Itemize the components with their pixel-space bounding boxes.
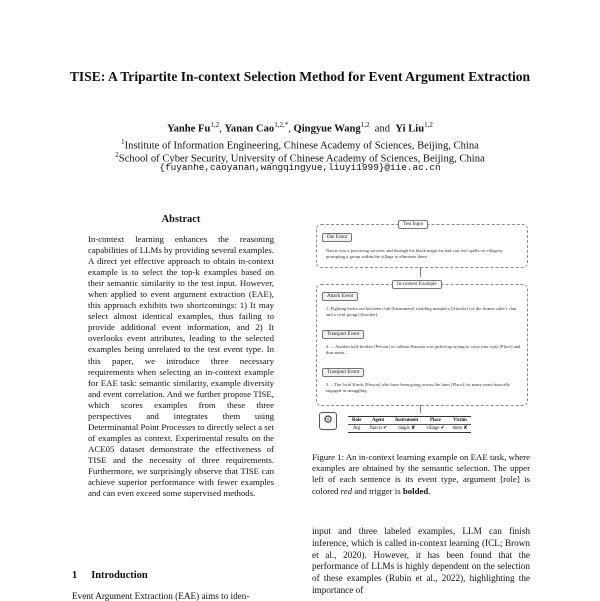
caption-part-2: and trigger is bbox=[354, 485, 401, 496]
table-header: Instrument bbox=[391, 417, 422, 425]
table-header: Place bbox=[422, 417, 448, 425]
table-header: Victim bbox=[449, 417, 472, 425]
table-row bbox=[348, 425, 471, 433]
table-cell: magic ✘ bbox=[391, 425, 422, 433]
intro-text: Event Argument Extraction (EAE) aims to iden- bbox=[72, 591, 250, 601]
example-1-event: Attack Event bbox=[322, 292, 358, 301]
test-sentence: Narcis was a practicing sorcerer and through his black magic he had cast evil spells on villagers, prompting a group within the village to eliminate them. bbox=[326, 248, 504, 259]
affiliation-2-text: School of Cyber Security, University of Chinese Academy of Sciences, Beijing, China bbox=[118, 153, 485, 165]
example-3-text: 3. ...The local Kurds [Person] who have been going across the lines [Place] for many years basically engaged in smuggling. bbox=[326, 382, 511, 393]
table-cell: village ✔ bbox=[422, 425, 448, 433]
author-3-affil: 1,2 bbox=[360, 121, 370, 129]
caption-red-word: red bbox=[340, 485, 352, 496]
author-4: Yi Liu bbox=[395, 123, 425, 135]
author-3: Qingyue Wang bbox=[293, 123, 361, 135]
argument-table bbox=[348, 416, 471, 433]
author-emails: {fuyanhe,caoyanan,wangqingyue,liuyi1999}@iie.ac.cn bbox=[159, 162, 441, 173]
flow-arrow bbox=[420, 267, 421, 277]
figure-1 bbox=[312, 218, 530, 440]
test-input-box bbox=[316, 224, 528, 268]
author-list: Yanhe Fu$^{1,2}$, Yanan Cao$^{1,2,*}$, Qingyue Wang$^{1,2}$ and Yi Liu$^{1,2}$ bbox=[167, 121, 433, 135]
figure-caption bbox=[312, 452, 530, 497]
author-2: Yanan Cao bbox=[224, 123, 275, 135]
table-header-row bbox=[348, 417, 471, 425]
section-title: Introduction bbox=[91, 570, 148, 581]
table-header: Role bbox=[348, 417, 365, 425]
section-heading bbox=[72, 570, 148, 581]
abstract-text: In-context learning enhances the reasoning capabilities of LLMs by providing several examples. A direct yet effective approach to obtain in-context example is to select the top-k examples based on their semantic similarity to the test input. However, when applied to event argument extraction (EAE), this approach exhibits two shortcomings: 1) It may select almost identical examples, thus failing to provide additional event information, and 2) It overlooks event attributes, leading to the selected examples being unrelated to the test event type. In this paper, we introduce three necessary requirements when selecting an in-context example for EAE task: semantic similarity, example diversity and event correlation. And we further propose TISE, which scores examples from these three perspectives and integrates them using Determinantal Point Processes to directly select a set of examples as context. Experimental results on the ACE05 dataset demonstrate the effectiveness of TISE and the necessity of three requirements. Furthermore, we surprisingly observe that TISE can achieve superior performance with fewer examples and can even exceed some supervised methods. bbox=[88, 234, 274, 499]
llm-icon: ⚙ bbox=[319, 412, 337, 430]
caption-end: . bbox=[428, 485, 431, 496]
caption-part-1: An in-context learning example on EAE task, where examples are obtained by the semantic selection. The upper left of each sentence is its event type, argument [role] is colored bbox=[312, 452, 531, 496]
table-cell: them ✘ bbox=[449, 425, 472, 433]
die-event-label: Die Event bbox=[322, 233, 352, 242]
section-number: 1 bbox=[72, 570, 78, 581]
author-1-affil: 1,2 bbox=[210, 121, 220, 129]
example-2-text: 2. ... Another half-brother [Person] of caliban Hussain was picked up trying to cross into syria [Place] and thus mma... bbox=[326, 344, 521, 355]
test-input-label: Test Input bbox=[398, 220, 428, 229]
table-header: Agent bbox=[365, 417, 391, 425]
table-cell: Arg bbox=[348, 425, 365, 433]
example-1-text: 1. Fighting broke out between club [Instrument] wielding members [Attacker] of the former ruler's clan and a rival group [Attacker]. bbox=[326, 306, 517, 317]
author-2-affil: 1,2,* bbox=[274, 121, 289, 129]
example-2-event: Transport Event bbox=[322, 330, 364, 339]
affiliation-2-mark: 2 bbox=[115, 151, 119, 159]
in-context-label: In-context Example bbox=[392, 280, 442, 289]
caption-bold-word: bolded bbox=[402, 485, 429, 496]
paper-title: TISE: A Tripartite In-context Selection Method for Event Argument Extraction bbox=[69, 69, 531, 84]
author-4-affil: 1,2 bbox=[424, 121, 433, 129]
caption-label: Figure 1: bbox=[312, 452, 345, 462]
table-cell: Narcis ✔ bbox=[365, 425, 391, 433]
author-1: Yanhe Fu bbox=[167, 123, 211, 135]
flow-arrow-2 bbox=[420, 405, 421, 413]
affiliation-1-text: Institute of Information Engineering, Chinese Academy of Sciences, Beijing, China bbox=[124, 140, 479, 152]
example-3-event: Transport Event bbox=[322, 368, 364, 377]
affiliation-1-mark: 1 bbox=[121, 138, 125, 146]
body-text-right: input and three labeled examples, LLM can finish inference, which is called in-context learning (ICL; Brown et al., 2020). However, it has been found that the performance of LLMs is highly dependent on the selection of these examples (Rubin et al., 2022), highlighting the importance of bbox=[312, 526, 530, 595]
abstract-heading: Abstract bbox=[161, 214, 201, 225]
